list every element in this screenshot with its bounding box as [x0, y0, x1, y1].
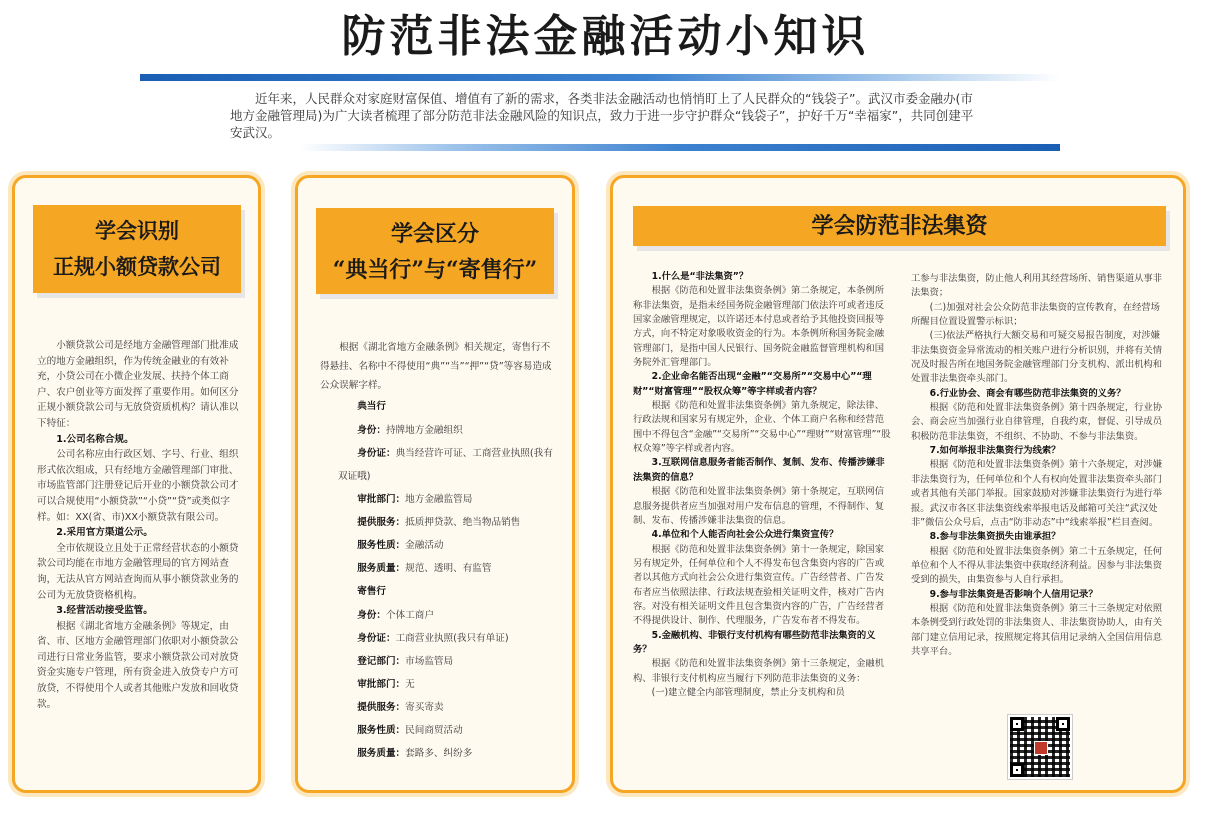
- info-row: [320, 673, 558, 696]
- info-row: [320, 627, 558, 650]
- small-loan-paragraph: 全市依规设立且处于正常经营状态的小额贷款公司均能在市地方金融管理局的官方网站查询，无法从官方网站查询而从事小额贷款业务的公司为无放贷资格机构。: [37, 542, 239, 601]
- fundraising-paragraph: 根据《防范和处置非法集资条例》第二十五条规定，任何单位和个人不得从非法集资中获取经济利益。因参与非法集资受到的损失，由集资参与人自行承担。: [911, 545, 1163, 586]
- info-value: 地方金融监管局: [405, 494, 473, 505]
- panel-small-loan-body: [37, 338, 245, 712]
- panel-pawnshop-body: [320, 338, 558, 765]
- small-loan-paragraph: 根据《湖北省地方金融条例》等规定，由省、市、区地方金融管理部门依职对小额贷款公司进行日常业务监管，要求小额贷款公司对放贷资金实施专户管理，所有资金进入放贷专户方可放贷，不得使用个人或者其他账户发放和回收贷款。: [37, 620, 239, 710]
- fundraising-question: 5.金融机构、非银行支付机构有哪些防范非法集资的义务？: [633, 629, 876, 655]
- info-label: 提供服务：: [357, 517, 406, 528]
- info-row: [320, 488, 558, 511]
- info-row: [320, 534, 558, 557]
- qr-code: [1008, 715, 1072, 779]
- info-label: 服务性质：: [357, 540, 406, 551]
- info-value: 工商营业执照(我只有单证): [395, 633, 509, 644]
- fundraising-question: 7.如何举报非法集资行为线索？: [929, 445, 1061, 457]
- heading-line: “典当行”与“寄售行”: [332, 257, 538, 283]
- fundraising-question: 8.参与非法集资损失由谁承担？: [929, 531, 1061, 543]
- info-value: 无: [405, 679, 415, 690]
- info-label: 身份证：: [357, 633, 396, 644]
- panel-small-loan: [12, 175, 261, 793]
- qr-logo-icon: [1034, 741, 1048, 755]
- info-row: [320, 696, 558, 719]
- info-row: [320, 419, 558, 442]
- info-label: 身份：: [357, 425, 386, 436]
- heading-line: 学会识别: [95, 218, 179, 243]
- fundraising-paragraph: (一)建立健全内部管理制度，禁止分支机构和员: [651, 686, 845, 698]
- info-label: 身份证：: [357, 448, 396, 459]
- small-loan-question: 1.公司名称合规。: [56, 433, 134, 445]
- info-value: 抵质押贷款、绝当物品销售: [405, 517, 521, 528]
- panel-pawnshop-heading: [316, 208, 554, 294]
- panel-small-loan-heading: [33, 205, 241, 293]
- info-label: 登记部门：: [357, 656, 406, 667]
- info-row: [320, 604, 558, 627]
- fundraising-paragraph: 根据《防范和处置非法集资条例》第十一条规定，除国家另有规定外，任何单位和个人不得发布包含集资内容的广告或者以其他方式向社会公众进行集资宣传。广告经营者、广告发布者应当依照法律、行政法规查验相关证明文件，核对广告内容。对没有相关证明文件且包含集资内容的广告，广告经营者不得提供设计、制作、代理服务，广告发布者不得发布。: [633, 543, 885, 627]
- fundraising-column-left: [633, 270, 891, 700]
- title-underline: [140, 74, 1060, 81]
- info-label: 服务质量：: [357, 563, 406, 574]
- fundraising-column-right: [911, 272, 1169, 659]
- fundraising-paragraph: 工参与非法集资，防止他人利用其经营场所、销售渠道从事非法集资；: [911, 273, 1163, 299]
- fundraising-paragraph: (三)依法严格执行大额交易和可疑交易报告制度，对涉嫌非法集资资金异常流动的相关账户进行分析识别，并将有关情况及时报告所在地国务院金融管理部门分支机构、派出机构和处置非法集资牵头部门。: [911, 330, 1163, 385]
- page-title: 防范非法金融活动小知识: [341, 11, 870, 62]
- info-row: [320, 719, 558, 742]
- info-row: [320, 650, 558, 673]
- fundraising-paragraph: 根据《防范和处置非法集资条例》第三十三条规定对依照本条例受到行政处罚的非法集资人、非法集资协助人，由有关部门建立信用记录，按照规定将其信用记录纳入全国信用信息共享平台。: [911, 602, 1163, 657]
- fundraising-question: 3.互联网信息服务者能否制作、复制、发布、传播涉嫌非法集资的信息？: [633, 457, 885, 483]
- fundraising-paragraph: 根据《防范和处置非法集资条例》第十三条规定，金融机构、非银行支付机构应当履行下列防范非法集资的义务：: [633, 658, 885, 684]
- info-value: 市场监管局: [405, 656, 454, 667]
- small-loan-question: 3.经营活动接受监管。: [56, 605, 153, 617]
- qr-finder: [1010, 763, 1024, 777]
- info-label: 审批部门：: [357, 494, 406, 505]
- fundraising-paragraph: 根据《防范和处置非法集资条例》第十六条规定，对涉嫌非法集资行为，任何单位和个人有权向处置非法集资牵头部门或者其他有关部门举报。国家鼓励对涉嫌非法集资行为进行举报。武汉市各区非法集资线索举报电话及邮箱可关注“武汉处非”微信公众号后，点击“防非动态”中“线索举报”栏目查阅。: [911, 459, 1163, 528]
- intro-paragraph: 近年来，人民群众对家庭财富保值、增值有了新的需求，各类非法金融活动也悄悄盯上了人民群众的“钱袋子”。武汉市委金融办(市地方金融管理局)为广大读者梳理了部分防范非法金融风险的知识点，致力于进一步守护群众“钱袋子”，护好千万“幸福家”，共同创建平安武汉。: [230, 91, 974, 140]
- small-loan-paragraph: 公司名称应由行政区划、字号、行业、组织形式依次组成，只有经地方金融管理部门审批、市场监管部门注册登记后开业的小额贷款公司才可以合规使用“小额贷款”“小贷”“贷”或类似字样。如：XX(省、市)XX小额贷款有限公司。: [37, 449, 239, 523]
- fundraising-paragraph: (二)加强对社会公众防范非法集资的宣传教育，在经营场所醒目位置设置警示标识；: [911, 301, 1160, 328]
- section-title-pawnshop: 典当行: [357, 401, 386, 412]
- fundraising-question: 9.参与非法集资是否影响个人信用记录？: [929, 588, 1098, 600]
- fundraising-question: 6.行业协会、商会有哪些防范非法集资的义务？: [929, 387, 1126, 399]
- small-loan-paragraph: 小额贷款公司是经地方金融管理部门批准成立的地方金融组织，作为传统金融业的有效补充，小贷公司在小微企业发展、扶持个体工商户、农户创业等方面发挥了重要作用。如何区分正规小额贷款公司与无放贷资质机构？请认准以下特征：: [37, 340, 239, 429]
- section-title-consignment: 寄售行: [357, 586, 386, 597]
- fundraising-paragraph: 根据《防范和处置非法集资条例》第十四条规定，行业协会、商会应当加强行业自律管理，自我约束，督促、引导成员积极防范非法集资，不组织、不协助、不参与非法集资。: [911, 402, 1163, 442]
- info-label: 身份：: [357, 610, 386, 621]
- info-row: [320, 557, 558, 580]
- intro-underline: [300, 144, 1060, 151]
- fundraising-paragraph: 根据《防范和处置非法集资条例》第二条规定，本条例所称非法集资，是指未经国务院金融管理部门依法许可或者违反国家金融管理规定，以许诺还本付息或者给予其他投资回报等方式，向不特定对象吸收资金的行为。本条例所称国务院金融管理部门，是指中国人民银行、国务院金融监督管理机构和国务院外汇管理部门。: [633, 285, 885, 369]
- info-row: [320, 742, 558, 765]
- info-value: 金融活动: [405, 540, 444, 551]
- panel-illegal-fundraising: [610, 175, 1186, 793]
- heading-line: 学会区分: [390, 221, 479, 247]
- qr-finder: [1056, 717, 1070, 731]
- fundraising-question: 1.什么是“非法集资”？: [651, 271, 749, 282]
- panel-pawnshop: [295, 175, 575, 793]
- info-value: 典当经营许可证、工商营业执照(我有双证哦): [338, 448, 553, 482]
- fundraising-paragraph: 根据《防范和处置非法集资条例》第十条规定，互联网信息服务提供者应当加强对用户发布信息的管理，不得制作、复制、发布、传播涉嫌非法集资的信息。: [633, 486, 885, 526]
- info-label: 服务质量：: [357, 748, 406, 759]
- info-label: 提供服务：: [357, 702, 406, 713]
- info-value: 套路多、纠纷多: [405, 748, 473, 759]
- info-label: 服务性质：: [357, 725, 406, 736]
- info-value: 民间商贸活动: [405, 725, 463, 736]
- info-value: 持牌地方金融组织: [385, 425, 463, 436]
- heading-line: 正规小额贷款公司: [53, 254, 221, 279]
- info-row: [320, 511, 558, 534]
- panel-illegal-fundraising-heading: 学会防范非法集资: [633, 206, 1166, 246]
- fundraising-paragraph: 根据《防范和处置非法集资条例》第九条规定，除法律、行政法规和国家另有规定外，企业、个体工商户名称和经营范围中不得包含“金融”“交易所”“交易中心”“理财”“财富管理”“股权众筹”等字样或者内容。: [633, 400, 891, 455]
- fundraising-question: 2.企业命名能否出现“金融”“交易所”“交易中心”“理财”“财富管理”“股权众筹”等字样或者内容？: [633, 371, 872, 397]
- pawnshop-intro: 根据《湖北省地方金融条例》相关规定，寄售行不得悬挂、名称中不得使用“典”“当”“押”“贷”等容易造成公众误解字样。: [320, 342, 552, 391]
- info-value: 个体工商户: [385, 610, 434, 621]
- qr-finder: [1010, 717, 1024, 731]
- info-value: 规范、透明、有监管: [405, 563, 492, 574]
- small-loan-question: 2.采用官方渠道公示。: [56, 527, 153, 539]
- fundraising-question: 4.单位和个人能否向社会公众进行集资宣传？: [651, 529, 839, 541]
- info-value: 寄买寄卖: [405, 702, 444, 713]
- info-label: 审批部门：: [357, 679, 406, 690]
- info-row: [320, 442, 558, 488]
